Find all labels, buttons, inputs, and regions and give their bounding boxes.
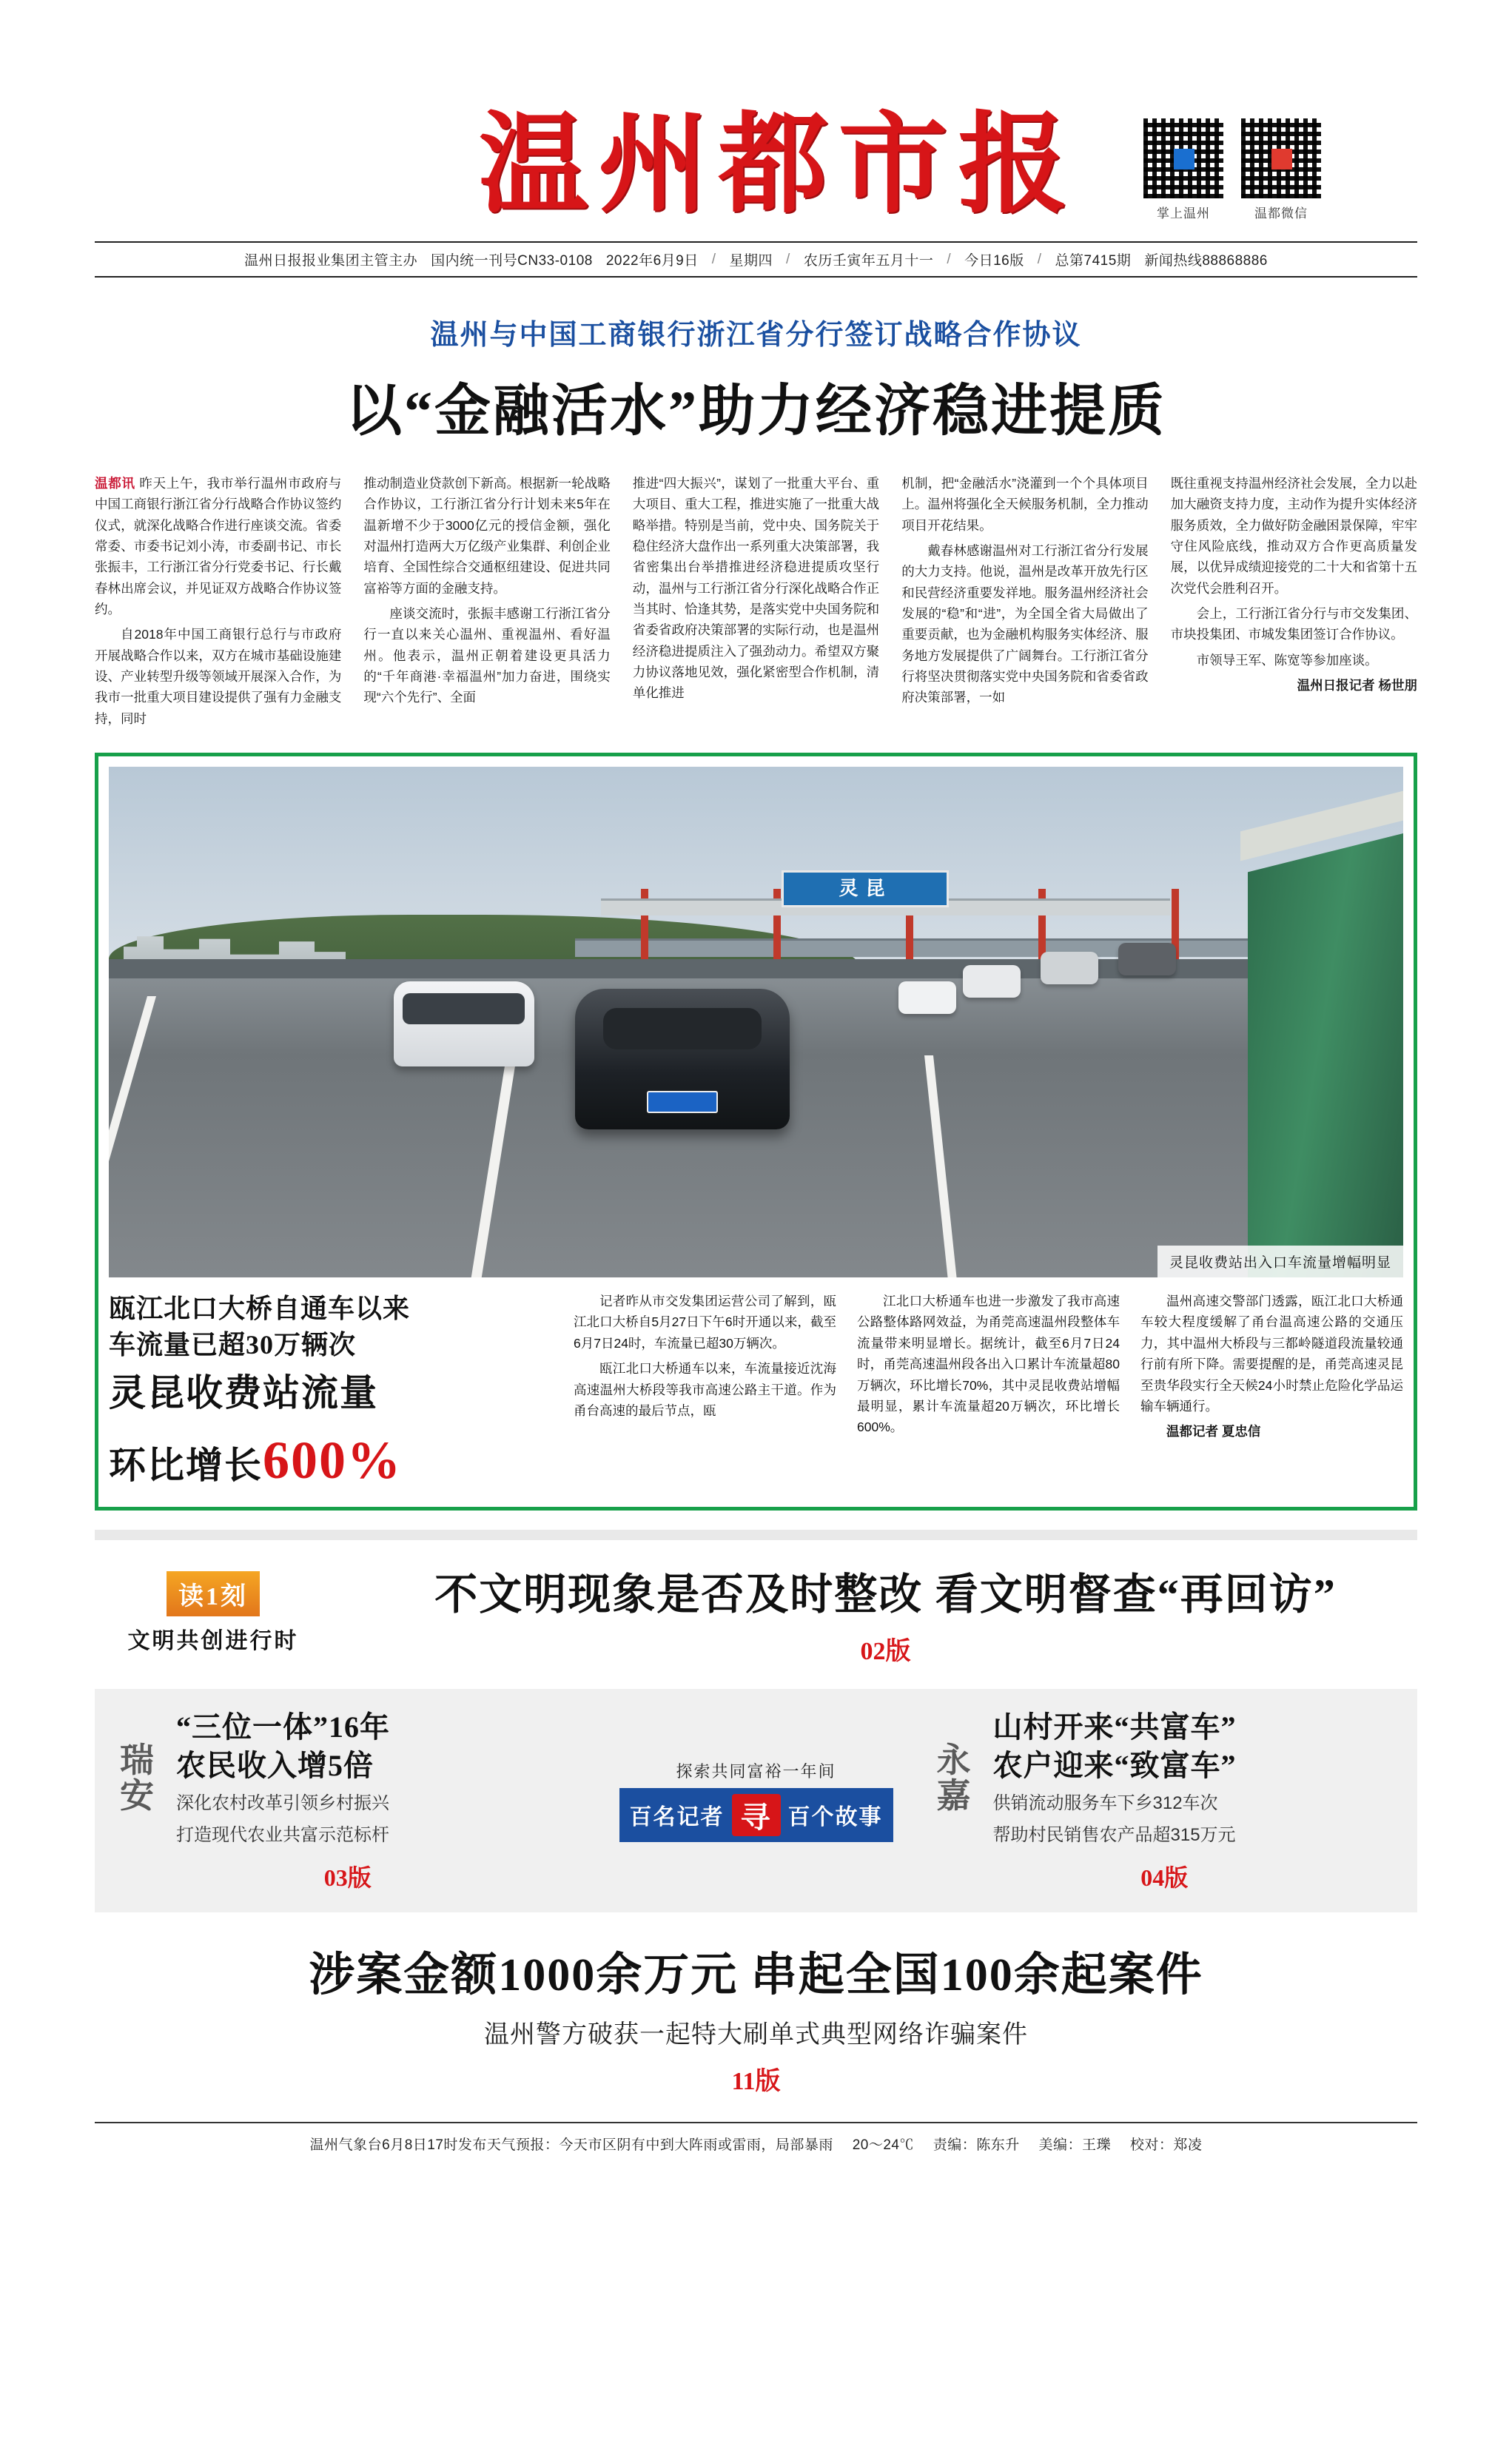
editor-credit: 责编：陈东升 <box>933 2137 1020 2153</box>
issn-label: 国内统一刊号CN33-0108 <box>431 253 593 269</box>
article-column <box>901 473 1148 733</box>
article-column <box>633 473 879 733</box>
article-paragraph: 会上，工行浙江省分行与市交发集团、市块投集团、市城发集团签订合作协议。 <box>1170 606 1417 642</box>
promo-subline: 打造现代农业共富示范标杆 <box>176 1824 389 1845</box>
qr-code-group <box>1143 118 1321 221</box>
feature-stat-prefix: 环比增长 <box>109 1444 263 1486</box>
divider: / <box>711 251 716 267</box>
promo-logo-badge: 读1刻 <box>167 1571 260 1616</box>
article-paragraph: 温都讯 昨天上午，我市举行温州市政府与中国工商银行浙江省分行战略合作协议签约仪式，就深化战略合作进行座谈交流。省委常委、市委书记刘小涛，市委副书记、市长张振丰，工行浙江省分行党委书记、行长戴春林出席会议，并见证双方战略合作协议签约。 <box>95 476 342 617</box>
news-hotline: 新闻热线88868886 <box>1144 253 1268 269</box>
promo-headline-line: “三位一体”16年 <box>176 1710 390 1744</box>
feature-headline-line: 车流量已超30万辆次 <box>109 1329 357 1360</box>
article-paragraph: 市领导王军、陈宽等参加座谈。 <box>1196 652 1378 668</box>
feature-stat-value: 600% <box>263 1430 402 1490</box>
photo-distant-car <box>1041 952 1098 984</box>
feature-paragraph: 温州高速交警部门透露，瓯江北口大桥通车较大程度缓解了甬台温高速公路的交通压力，其中温州大桥段与三都岭隧道段流量较通行前有所下降。需要提醒的是，甬莞高速灵昆至贵华段实行全天候24小时禁止危险化学品运输车辆通行。 <box>1140 1294 1403 1414</box>
badge-big-char: 寻 <box>732 1794 781 1836</box>
temperature-range: 20～24℃ <box>852 2137 914 2153</box>
lead-article-columns <box>95 473 1417 733</box>
feature-body <box>109 1291 1403 1496</box>
article-column <box>1171 473 1417 733</box>
article-paragraph: 推进“四大振兴”，谋划了一批重大平台、重大项目、重大工程，推进实施了一批重大战略举措。特别是当前，党中央、国务院关于稳住经济大盘作出一系列重大决策部署，我省密集出台举措推进经济稳进提质攻坚行动，温州与工行浙江省分行深化战略合作正当其时、恰逢其势，是落实党中央国务院和省委省政府决策部署的实际行动，也是温州经济稳进提质注入了强劲动力。希望双方聚力协议落地见效，强化紧密型合作机制，清单化推进 <box>632 476 880 701</box>
proofreader-credit: 校对：郑凌 <box>1129 2137 1203 2153</box>
article-paragraph: 机制，把“金融活水”浇灌到一个个具体项目上。温州将强化全天候服务机制，全力推动项目开花结果。 <box>901 476 1149 533</box>
qr-code-label: 掌上温州 <box>1157 206 1210 221</box>
feature-paragraph: 记者昨从市交发集团运营公司了解到，瓯江北口大桥自5月27日下午6时开通以来，截至6月7日24时，车流量已超30万辆次。 <box>574 1294 836 1351</box>
feature-headline-big: 灵昆收费站流量 <box>109 1372 378 1414</box>
qr-code-item[interactable] <box>1241 118 1321 221</box>
promo-banner-civility[interactable] <box>95 1540 1417 1674</box>
photo-distant-car <box>963 965 1021 998</box>
promo-headline: 不文明现象是否及时整改 看文明督查“再回访” <box>434 1570 1337 1619</box>
article-column <box>363 473 610 733</box>
region-label: 永嘉 <box>936 1741 972 1815</box>
promo-headline-line: 山村开来“共富车” <box>992 1710 1237 1744</box>
promo-logo-subtitle: 文明共创进行时 <box>127 1629 299 1653</box>
article-paragraph: 座谈交流时，张振丰感谢工行浙江省分行一直以来关心温州、重视温州、看好温州。他表示，温州正朝着建设更具活力的“千年商港·幸福温州”加力奋进，围绕实现“六个先行”、全面 <box>363 606 611 705</box>
bottom-headline: 涉案金额1000余万元 串起全国100余起案件 <box>309 1949 1203 2000</box>
promo-subline: 供销流动服务车下乡312车次 <box>992 1793 1218 1813</box>
feature-paragraph: 江北口大桥通车也进一步激发了我市高速公路整体路网效益，为甬莞高速温州段整体车流量带来明显增长。据统计，截至6月7日24时，甬莞高速温州段各出入口累计车流量超80万辆次，环比增长70%，其中灵昆收费站增幅最明显，累计车流量超20万辆次，环比增长600%。 <box>857 1294 1120 1435</box>
photo-lane-marking <box>471 1033 520 1277</box>
feature-headline-stat <box>109 1425 553 1496</box>
lunar-date: 农历壬寅年五月十一 <box>803 253 934 269</box>
layout-credit: 美编：王瓅 <box>1038 2137 1112 2153</box>
article-paragraph: 推动制造业贷款创下新高。根据新一轮战略合作协议，工行浙江省分行计划未来5年在温新增不少于3000亿元的授信金额，强化对温州打造两大万亿级产业集群、利创企业培育、全国性综合交通枢纽建设、促进共同富裕等方面的金融支持。 <box>363 476 611 596</box>
badge-bar <box>619 1788 893 1842</box>
weekday-label: 星期四 <box>729 253 773 269</box>
article-column <box>95 473 341 733</box>
lead-subheadline: 温州与中国工商银行浙江省分行签订战略合作协议 <box>430 320 1082 351</box>
region-label: 瑞安 <box>120 1741 155 1815</box>
page-footer <box>95 2122 1417 2154</box>
article-byline: 温州日报记者 杨世朋 <box>1297 678 1417 693</box>
promo-headline-line: 农户迎来“致富车” <box>992 1749 1237 1782</box>
issue-number: 总第7415期 <box>1055 253 1132 269</box>
newspaper-title: 温州都市报 <box>478 105 1078 226</box>
feature-paragraph: 瓯江北口大桥通车以来，车流量接近沈海高速温州大桥段等我市高速公路主干道。作为甬台高速的最后节点，瓯 <box>574 1361 836 1418</box>
lead-headline: 以“金融活水”助力经济稳进提质 <box>346 380 1166 443</box>
badge-right-text: 百个故事 <box>787 1805 883 1830</box>
promo-card-ruian[interactable] <box>117 1708 579 1893</box>
bottom-subheadline: 温州警方破获一起特大刷单式典型网络诈骗案件 <box>484 2020 1028 2049</box>
promo-row-regions <box>95 1689 1417 1912</box>
promo-page-number: 03版 <box>323 1864 372 1891</box>
promo-text-block <box>354 1559 1417 1667</box>
photo-caption: 灵昆收费站出入口车流量增幅明显 <box>1157 1246 1403 1277</box>
photo-distant-car <box>898 981 956 1014</box>
section-divider <box>95 1530 1417 1540</box>
badge-left-text: 百名记者 <box>629 1805 725 1830</box>
qr-code-icon[interactable] <box>1143 118 1223 198</box>
bottom-page-number: 11版 <box>731 2067 781 2095</box>
qr-code-item[interactable] <box>1143 118 1223 221</box>
page-count: 今日16版 <box>964 253 1024 269</box>
promo-logo-block <box>95 1571 332 1655</box>
divider: / <box>1037 251 1042 267</box>
photo-lane-marking <box>924 1055 957 1277</box>
divider: / <box>947 251 952 267</box>
photo-black-sedan <box>575 989 790 1129</box>
promo-center-badge <box>594 1759 919 1842</box>
promo-card-yongjia[interactable] <box>934 1708 1396 1893</box>
article-paragraph: 自2018年中国工商银行总行与市政府开展战略合作以来，双方在城市基础设施建设、产业转型升级等领域开展深入合作，为我市一批重大项目建设提供了强有力金融支持，同时 <box>95 627 342 726</box>
promo-subline: 深化农村改革引领乡村振兴 <box>176 1793 389 1813</box>
toll-station-sign: 灵昆 <box>782 870 949 907</box>
feature-column <box>574 1291 836 1496</box>
promo-page-number: 02版 <box>860 1638 911 1665</box>
article-paragraph: 既往重视支持温州经济社会发展，全力以赴加大融资支持力度，主动作为提升实体经济服务质效，全力做好防金融困景保障，牢牢守住风险底线，推动双方合作更高质量发展，以优异成绩迎接党的二十大和省第十五次党代会胜利召开。 <box>1170 476 1417 596</box>
article-paragraph: 戴春林感谢温州对工行浙江省分行发展的大力支持。他说，温州是改革开放先行区和民营经济重要发祥地。服务温州经济社会发展的“稳”和“进”，为全国全省大局做出了重要贡献，也为金融机构服务实体经济、服务地方发展提供了广阔舞台。工行浙江省分行将坚决贯彻落实党中央国务院和省委省政府决策部署，一如 <box>901 543 1149 705</box>
divider: / <box>786 251 790 267</box>
feature-headline-line: 瓯江北口大桥自通车以来 <box>109 1294 411 1324</box>
photo-white-van <box>394 981 534 1066</box>
photo-lane-marking <box>109 996 156 1277</box>
feature-byline: 温都记者 夏忠信 <box>1166 1424 1261 1439</box>
promo-headline-line: 农民收入增5倍 <box>176 1749 374 1782</box>
photo-license-plate <box>647 1091 718 1113</box>
publish-date: 2022年6月9日 <box>605 253 699 269</box>
publisher-label: 温州日报报业集团主管主办 <box>244 253 418 269</box>
promo-subline: 帮助村民销售农产品超315万元 <box>992 1824 1236 1845</box>
feature-block <box>95 753 1417 1511</box>
qr-code-icon[interactable] <box>1241 118 1321 198</box>
promo-page-number: 04版 <box>1140 1864 1189 1891</box>
weather-forecast: 温州气象台6月8日17时发布天气预报：今天市区阴有中到大阵雨或雷雨，局部暴雨 <box>309 2137 833 2153</box>
bottom-promo-block[interactable] <box>95 1938 1417 2097</box>
feature-headline-block <box>109 1291 553 1496</box>
feature-column <box>857 1291 1120 1496</box>
feature-column <box>1140 1291 1403 1496</box>
feature-photo <box>109 767 1403 1277</box>
publication-info-bar <box>95 241 1417 278</box>
masthead <box>95 0 1417 226</box>
photo-distant-car <box>1118 943 1176 975</box>
photo-noise-barrier <box>1248 833 1403 1277</box>
badge-top-text: 探索共同富裕一年间 <box>676 1761 836 1781</box>
qr-code-label: 温都微信 <box>1254 206 1308 221</box>
